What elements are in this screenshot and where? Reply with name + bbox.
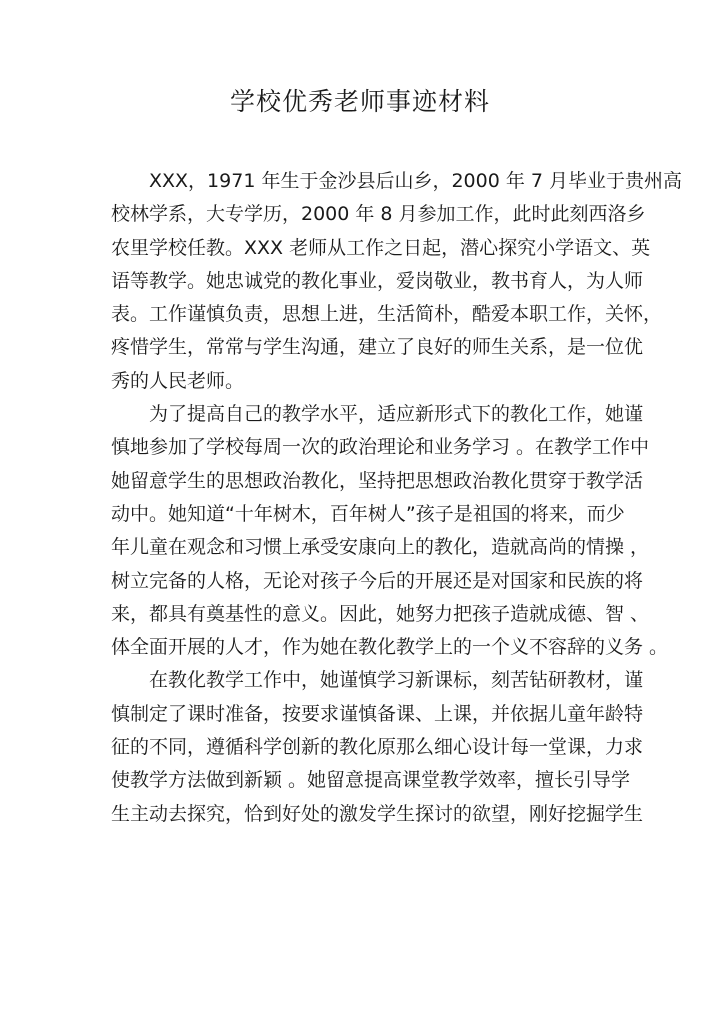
paragraph-3-line-2: 慎制定了课时准备，按要求谨慎备课、上课，并依据儿童年龄特 xyxy=(111,702,644,725)
paragraph-1-line-2: 校林学系，大专学历，2000 年 8 月参加工作，此时此刻西洛乡 xyxy=(111,203,646,226)
paragraph-2-line-4: 动中。她知道“十年树木，百年树人”孩子是祖国的将来，而少 xyxy=(111,502,625,525)
paragraph-2-line-6: 树立完备的人格，无论对孩子今后的开展还是对国家和民族的将 xyxy=(111,569,644,592)
document-title: 学校优秀老师事迹材料 xyxy=(229,87,490,116)
paragraph-3-line-4: 使教学方法做到新颖 。她留意提高课堂教学效率，擅长引导学 xyxy=(111,769,631,792)
paragraph-2-line-2: 慎地参加了学校每周一次的政治理论和业务学习 。在教学工作中 xyxy=(111,436,650,459)
paragraph-3-line-3: 征的不同，遵循科学创新的教化原那么细心设计每一堂课，力求 xyxy=(111,736,644,759)
paragraph-2-line-3: 她留意学生的思想政治教化，坚持把思想政治教化贯穿于教学活 xyxy=(111,469,644,492)
paragraph-1-line-5: 表。工作谨慎负责，思想上进，生活简朴，酷爱本职工作，关怀， xyxy=(111,303,663,326)
paragraph-1-line-3: 农里学校任教。XXX 老师从工作之日起，潜心探究小学语文、英 xyxy=(111,236,651,259)
paragraph-3-line-5: 生主动去探究，恰到好处的激发学生探讨的欲望，刚好挖掘学生 xyxy=(111,802,644,825)
paragraph-1-line-1: XXX，1971 年生于金沙县后山乡，2000 年 7 月毕业于贵州高 xyxy=(149,170,683,192)
paragraph-2-line-1: 为了提高自己的教学水平，适应新形式下的教化工作，她谨 xyxy=(149,403,644,426)
paragraph-2-line-7: 来，都具有奠基性的意义。因此，她努力把孩子造就成德、智 、 xyxy=(111,602,650,625)
paragraph-1-line-6: 疼惜学生，常常与学生沟通，建立了良好的师生关系，是一位优 xyxy=(111,336,644,359)
paragraph-1-line-7: 秀的人民老师。 xyxy=(111,369,245,392)
document-body xyxy=(111,165,683,831)
paragraph-2-line-8: 体全面开展的人才，作为她在教化教学上的一个义不容辞的义务 。 xyxy=(111,636,669,659)
paragraph-1-line-4: 语等教学。她忠诚党的教化事业，爱岗敬业，教书育人，为人师 xyxy=(111,269,644,292)
paragraph-2-line-5: 年儿童在观念和习惯上承受安康向上的教化，造就高尚的情操 ， xyxy=(111,536,650,559)
paragraph-3-line-1: 在教化教学工作中，她谨慎学习新课标，刻苦钻研教材，谨 xyxy=(149,669,644,692)
